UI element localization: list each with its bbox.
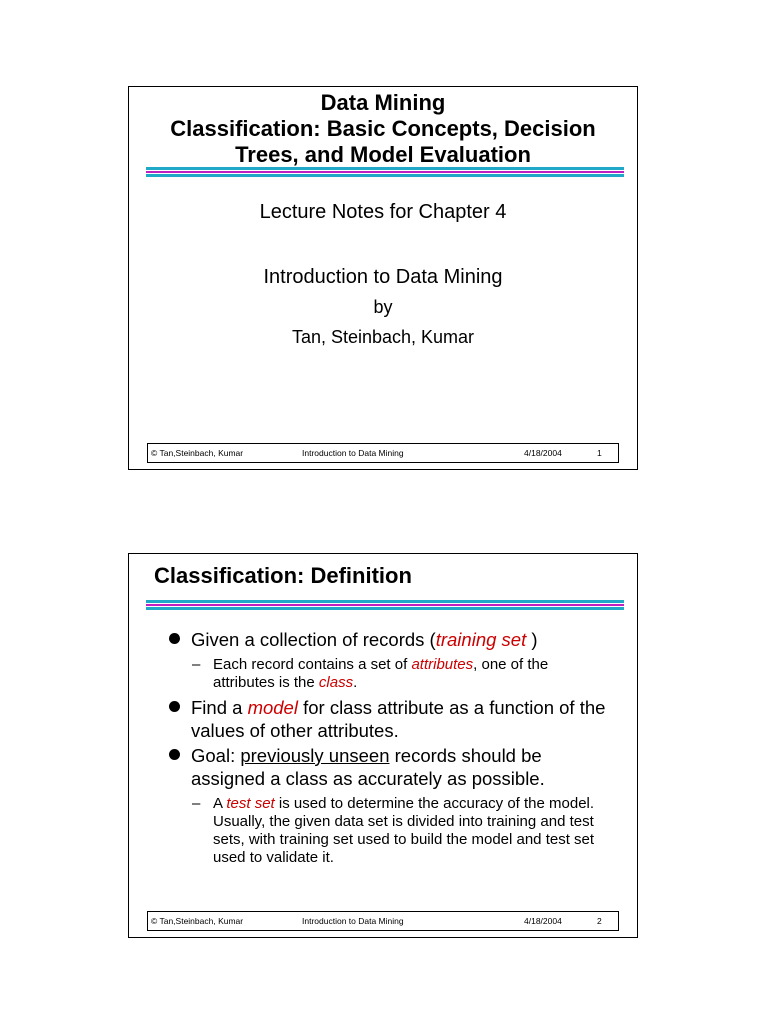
term-training-set: training set — [435, 629, 527, 650]
footer-copyright: © Tan,Steinbach, Kumar — [151, 448, 244, 458]
bullet-model: Find a model for class attribute as a function of the values of other attributes. — [169, 696, 619, 742]
dash-marker: – — [192, 656, 201, 673]
bullet-dot-icon — [169, 749, 180, 760]
bullet-dot-icon — [169, 633, 180, 644]
title-line-2: Classification: Basic Concepts, Decision — [170, 116, 596, 141]
slide-1 — [128, 86, 638, 470]
title-divider — [146, 600, 624, 610]
authors: Tan, Steinbach, Kumar — [291, 327, 475, 347]
footer-course: Introduction to Data Mining — [302, 916, 404, 926]
title-line-1: Data Mining — [320, 90, 446, 115]
term-class: class — [318, 674, 354, 691]
footer-page-number: 1 — [597, 448, 602, 458]
sub-bullet-test-set: – A test set is used to determine the accuracy of the model. Usually, the given data set is divided into training and test sets, with training set used to build the model and test set used to validate it. — [192, 795, 595, 866]
title-line-3: Trees, and Model Evaluation — [235, 142, 531, 167]
book-title: Introduction to Data Mining — [263, 266, 503, 288]
term-previously-unseen: previously unseen — [240, 745, 390, 766]
slide-2 — [128, 553, 638, 938]
term-test-set: test set — [226, 795, 275, 812]
slide-footer — [147, 911, 619, 931]
footer-date: 4/18/2004 — [524, 448, 562, 458]
footer-course: Introduction to Data Mining — [302, 448, 404, 458]
by-label: by — [373, 297, 393, 317]
term-attributes: attributes — [411, 656, 474, 673]
dash-marker: – — [192, 795, 201, 812]
bullet-goal: Goal: previously unseen records should be assigned a class as accurately as possible. — [169, 744, 619, 790]
slide-title: Classification: Definition — [154, 563, 412, 588]
slide-title — [129, 90, 637, 168]
title-divider — [146, 167, 624, 177]
slide-footer — [147, 443, 619, 463]
bullet-dot-icon — [169, 701, 180, 712]
footer-page-number: 2 — [597, 916, 602, 926]
lecture-notes: Lecture Notes for Chapter 4 — [259, 201, 507, 223]
bullet-training-set: Given a collection of records (training set ) — [169, 628, 619, 651]
term-model: model — [247, 697, 298, 718]
footer-date: 4/18/2004 — [524, 916, 562, 926]
sub-bullet-attributes: – Each record contains a set of attributes, one of the attributes is the class. — [192, 656, 549, 691]
footer-copyright: © Tan,Steinbach, Kumar — [151, 916, 244, 926]
